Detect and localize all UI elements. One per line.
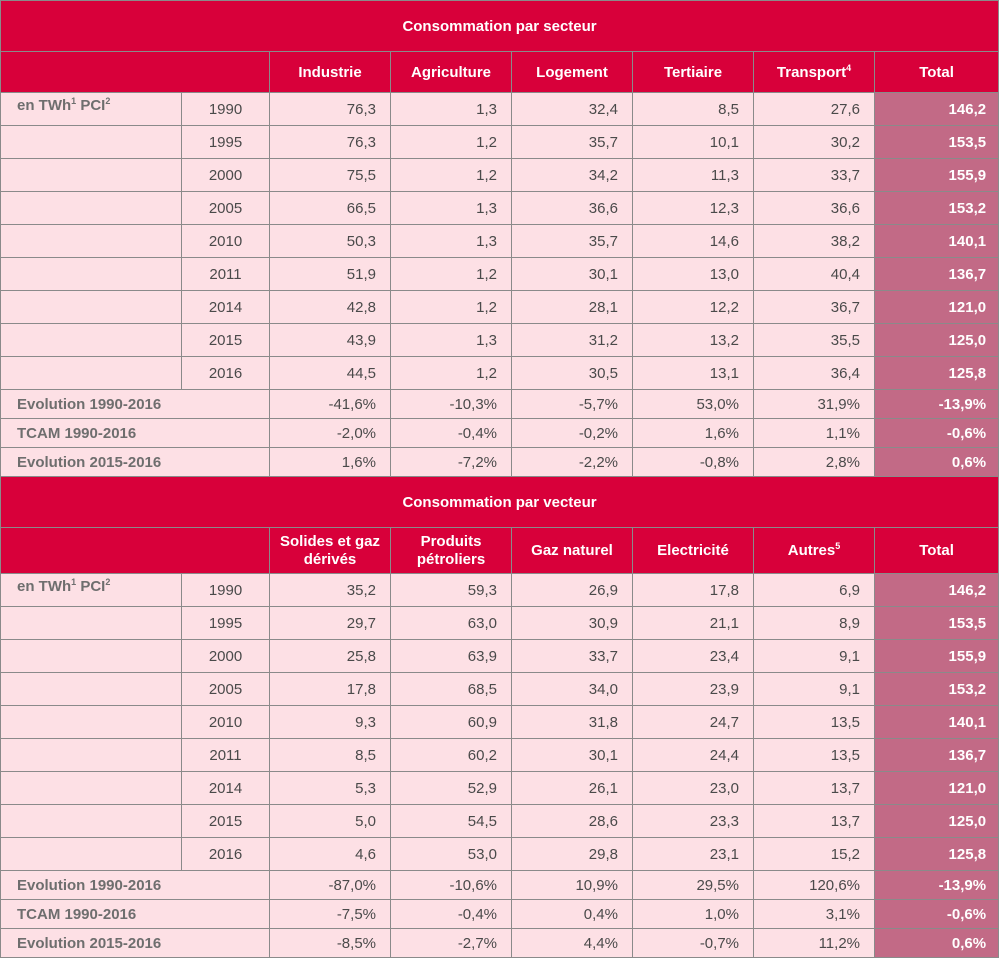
summary-label: TCAM 1990-2016	[1, 900, 270, 929]
value-cell: 13,1	[633, 357, 754, 390]
column-header	[512, 528, 633, 574]
summary-row	[1, 871, 999, 900]
value-cell: 4,6	[270, 838, 391, 871]
total-cell: 121,0	[875, 291, 999, 324]
table-row	[1, 607, 999, 640]
value-cell: -0,8%	[633, 448, 754, 477]
row-label-cell	[1, 706, 182, 739]
value-cell: 3,1%	[754, 900, 875, 929]
value-cell: 11,2%	[754, 929, 875, 958]
total-cell: 146,2	[875, 574, 999, 607]
value-cell: 8,5	[633, 93, 754, 126]
column-header	[270, 52, 391, 93]
total-cell: 136,7	[875, 739, 999, 772]
value-cell: 17,8	[633, 574, 754, 607]
value-cell: 36,6	[754, 192, 875, 225]
column-header	[270, 528, 391, 574]
total-cell: -0,6%	[875, 419, 999, 448]
unit-label: en TWh	[17, 97, 72, 114]
value-cell: -8,5%	[270, 929, 391, 958]
total-cell: 125,8	[875, 357, 999, 390]
value-cell: 4,4%	[512, 929, 633, 958]
row-label-cell	[1, 258, 182, 291]
footnote-marker: 2	[105, 96, 111, 106]
vecteur-section-title: Consommation par vecteur	[1, 477, 999, 528]
value-cell: 9,3	[270, 706, 391, 739]
year-cell: 1990	[182, 574, 270, 607]
table-row	[1, 192, 999, 225]
value-cell: -2,7%	[391, 929, 512, 958]
value-cell: 63,9	[391, 640, 512, 673]
year-cell: 2010	[182, 706, 270, 739]
column-header-label: Total	[919, 63, 954, 81]
table-row	[1, 126, 999, 159]
value-cell: 17,8	[270, 673, 391, 706]
column-header	[875, 528, 999, 574]
footnote-marker: 1	[71, 577, 77, 587]
value-cell: -87,0%	[270, 871, 391, 900]
value-cell: 31,8	[512, 706, 633, 739]
table-row	[1, 739, 999, 772]
table-row	[1, 640, 999, 673]
total-cell: 0,6%	[875, 448, 999, 477]
year-cell: 2014	[182, 772, 270, 805]
value-cell: 25,8	[270, 640, 391, 673]
total-cell: 125,0	[875, 805, 999, 838]
value-cell: 13,5	[754, 706, 875, 739]
year-cell: 2011	[182, 739, 270, 772]
value-cell: 38,2	[754, 225, 875, 258]
summary-row	[1, 929, 999, 958]
value-cell: 52,9	[391, 772, 512, 805]
row-label-cell	[1, 805, 182, 838]
year-cell: 2014	[182, 291, 270, 324]
value-cell: 63,0	[391, 607, 512, 640]
row-label-cell	[1, 93, 182, 126]
footnote-marker: 2	[105, 577, 111, 587]
column-header	[391, 528, 512, 574]
year-cell: 2016	[182, 838, 270, 871]
year-cell: 2005	[182, 673, 270, 706]
value-cell: 23,9	[633, 673, 754, 706]
value-cell: 68,5	[391, 673, 512, 706]
value-cell: 1,2	[391, 258, 512, 291]
row-label-cell	[1, 225, 182, 258]
secteur-section-title: Consommation par secteur	[1, 1, 999, 52]
total-cell: 153,5	[875, 126, 999, 159]
year-cell: 2015	[182, 805, 270, 838]
table-row	[1, 93, 999, 126]
table-row	[1, 772, 999, 805]
table-row	[1, 805, 999, 838]
year-cell: 2016	[182, 357, 270, 390]
total-cell: 153,2	[875, 673, 999, 706]
value-cell: 28,6	[512, 805, 633, 838]
column-header	[633, 52, 754, 93]
value-cell: 29,8	[512, 838, 633, 871]
year-cell: 1990	[182, 93, 270, 126]
row-label-cell	[1, 640, 182, 673]
value-cell: 53,0	[391, 838, 512, 871]
column-header-label: Produits pétroliers	[416, 532, 486, 568]
row-label-cell	[1, 192, 182, 225]
total-cell: 140,1	[875, 225, 999, 258]
total-cell: -13,9%	[875, 871, 999, 900]
column-header	[754, 528, 875, 574]
value-cell: 29,5%	[633, 871, 754, 900]
value-cell: 8,5	[270, 739, 391, 772]
value-cell: 30,9	[512, 607, 633, 640]
value-cell: 10,9%	[512, 871, 633, 900]
value-cell: 60,2	[391, 739, 512, 772]
summary-label: TCAM 1990-2016	[1, 419, 270, 448]
value-cell: 28,1	[512, 291, 633, 324]
value-cell: 24,4	[633, 739, 754, 772]
row-label-cell	[1, 126, 182, 159]
row-label-cell	[1, 607, 182, 640]
value-cell: -2,0%	[270, 419, 391, 448]
value-cell: 66,5	[270, 192, 391, 225]
value-cell: 36,6	[512, 192, 633, 225]
value-cell: 11,3	[633, 159, 754, 192]
row-label-cell	[1, 291, 182, 324]
total-cell: 146,2	[875, 93, 999, 126]
value-cell: 1,3	[391, 324, 512, 357]
value-cell: -0,4%	[391, 419, 512, 448]
row-label-cell	[1, 574, 182, 607]
value-cell: 36,4	[754, 357, 875, 390]
empty-header-cell	[1, 52, 270, 93]
value-cell: 24,7	[633, 706, 754, 739]
value-cell: -10,3%	[391, 390, 512, 419]
value-cell: 35,2	[270, 574, 391, 607]
year-cell: 1995	[182, 607, 270, 640]
table-row	[1, 838, 999, 871]
value-cell: 59,3	[391, 574, 512, 607]
total-cell: 125,0	[875, 324, 999, 357]
table-row	[1, 574, 999, 607]
value-cell: 21,1	[633, 607, 754, 640]
column-header	[512, 52, 633, 93]
value-cell: -5,7%	[512, 390, 633, 419]
value-cell: 13,2	[633, 324, 754, 357]
value-cell: 1,3	[391, 192, 512, 225]
value-cell: 13,0	[633, 258, 754, 291]
table-row	[1, 324, 999, 357]
table-row	[1, 706, 999, 739]
row-label-cell	[1, 357, 182, 390]
empty-header-cell	[1, 528, 270, 574]
year-cell: 2000	[182, 640, 270, 673]
value-cell: 9,1	[754, 640, 875, 673]
value-cell: 31,2	[512, 324, 633, 357]
row-label-cell	[1, 772, 182, 805]
value-cell: 9,1	[754, 673, 875, 706]
value-cell: -0,2%	[512, 419, 633, 448]
column-header-label: Gaz naturel	[531, 541, 613, 559]
value-cell: 8,9	[754, 607, 875, 640]
value-cell: 30,5	[512, 357, 633, 390]
value-cell: 1,2	[391, 291, 512, 324]
column-header-label: Electricité	[657, 541, 729, 559]
value-cell: 32,4	[512, 93, 633, 126]
total-cell: -0,6%	[875, 900, 999, 929]
unit-label: en TWh	[17, 578, 72, 595]
column-header-label: Solides et gaz dérivés	[279, 532, 381, 568]
year-cell: 2010	[182, 225, 270, 258]
value-cell: 60,9	[391, 706, 512, 739]
unit-label-pci: PCI	[76, 97, 106, 114]
secteur-title-row	[1, 1, 999, 52]
value-cell: 40,4	[754, 258, 875, 291]
secteur-header-row	[1, 52, 999, 93]
total-cell: -13,9%	[875, 390, 999, 419]
value-cell: 34,2	[512, 159, 633, 192]
value-cell: 10,1	[633, 126, 754, 159]
value-cell: 76,3	[270, 126, 391, 159]
column-header	[391, 52, 512, 93]
column-header	[875, 52, 999, 93]
column-header-label: Logement	[536, 63, 608, 81]
value-cell: 1,3	[391, 93, 512, 126]
value-cell: 30,1	[512, 258, 633, 291]
value-cell: -2,2%	[512, 448, 633, 477]
year-cell: 2005	[182, 192, 270, 225]
value-cell: -0,7%	[633, 929, 754, 958]
value-cell: 75,5	[270, 159, 391, 192]
value-cell: 34,0	[512, 673, 633, 706]
value-cell: 0,4%	[512, 900, 633, 929]
table-row	[1, 225, 999, 258]
value-cell: 35,7	[512, 126, 633, 159]
value-cell: 35,7	[512, 225, 633, 258]
row-label-cell	[1, 673, 182, 706]
column-header-label: Autres	[787, 541, 836, 559]
column-header-label: Total	[919, 541, 954, 559]
value-cell: 36,7	[754, 291, 875, 324]
value-cell: 1,0%	[633, 900, 754, 929]
value-cell: 5,3	[270, 772, 391, 805]
table-row	[1, 357, 999, 390]
value-cell: 54,5	[391, 805, 512, 838]
vecteur-header-row	[1, 528, 999, 574]
value-cell: 6,9	[754, 574, 875, 607]
summary-label: Evolution 2015-2016	[1, 929, 270, 958]
column-header	[754, 52, 875, 93]
value-cell: 42,8	[270, 291, 391, 324]
value-cell: 30,2	[754, 126, 875, 159]
value-cell: 23,0	[633, 772, 754, 805]
value-cell: 12,2	[633, 291, 754, 324]
total-cell: 153,5	[875, 607, 999, 640]
total-cell: 0,6%	[875, 929, 999, 958]
row-label-cell	[1, 838, 182, 871]
value-cell: 1,3	[391, 225, 512, 258]
table-row	[1, 258, 999, 291]
summary-row	[1, 448, 999, 477]
value-cell: 2,8%	[754, 448, 875, 477]
value-cell: 12,3	[633, 192, 754, 225]
unit-label-pci: PCI	[76, 578, 106, 595]
value-cell: -7,2%	[391, 448, 512, 477]
value-cell: 23,1	[633, 838, 754, 871]
column-header-label: Tertiaire	[663, 63, 723, 81]
value-cell: 35,5	[754, 324, 875, 357]
total-cell: 136,7	[875, 258, 999, 291]
summary-row	[1, 419, 999, 448]
value-cell: 23,3	[633, 805, 754, 838]
footnote-marker: 5	[835, 540, 841, 551]
value-cell: 14,6	[633, 225, 754, 258]
total-cell: 140,1	[875, 706, 999, 739]
value-cell: 30,1	[512, 739, 633, 772]
footnote-marker: 4	[846, 62, 852, 73]
value-cell: -7,5%	[270, 900, 391, 929]
summary-label: Evolution 1990-2016	[1, 871, 270, 900]
value-cell: 13,7	[754, 772, 875, 805]
value-cell: 27,6	[754, 93, 875, 126]
summary-row	[1, 390, 999, 419]
column-header-label: Transport	[776, 63, 847, 81]
total-cell: 125,8	[875, 838, 999, 871]
table-row	[1, 159, 999, 192]
column-header-label: Industrie	[298, 63, 362, 81]
value-cell: 1,6%	[270, 448, 391, 477]
column-header-label: Agriculture	[410, 63, 491, 81]
table-row	[1, 673, 999, 706]
value-cell: 29,7	[270, 607, 391, 640]
value-cell: 1,6%	[633, 419, 754, 448]
row-label-cell	[1, 739, 182, 772]
year-cell: 2000	[182, 159, 270, 192]
value-cell: -10,6%	[391, 871, 512, 900]
year-cell: 1995	[182, 126, 270, 159]
value-cell: 33,7	[754, 159, 875, 192]
value-cell: 51,9	[270, 258, 391, 291]
value-cell: 5,0	[270, 805, 391, 838]
total-cell: 155,9	[875, 159, 999, 192]
value-cell: 120,6%	[754, 871, 875, 900]
value-cell: 26,9	[512, 574, 633, 607]
total-cell: 121,0	[875, 772, 999, 805]
year-cell: 2011	[182, 258, 270, 291]
year-cell: 2015	[182, 324, 270, 357]
value-cell: -41,6%	[270, 390, 391, 419]
vecteur-title-row	[1, 477, 999, 528]
value-cell: -0,4%	[391, 900, 512, 929]
value-cell: 15,2	[754, 838, 875, 871]
value-cell: 50,3	[270, 225, 391, 258]
footnote-marker: 1	[71, 96, 77, 106]
value-cell: 1,2	[391, 357, 512, 390]
value-cell: 76,3	[270, 93, 391, 126]
total-cell: 155,9	[875, 640, 999, 673]
column-header	[633, 528, 754, 574]
summary-label: Evolution 1990-2016	[1, 390, 270, 419]
row-label-cell	[1, 324, 182, 357]
value-cell: 44,5	[270, 357, 391, 390]
table-row	[1, 291, 999, 324]
total-cell: 153,2	[875, 192, 999, 225]
value-cell: 13,5	[754, 739, 875, 772]
value-cell: 1,2	[391, 126, 512, 159]
summary-row	[1, 900, 999, 929]
value-cell: 1,1%	[754, 419, 875, 448]
summary-label: Evolution 2015-2016	[1, 448, 270, 477]
value-cell: 43,9	[270, 324, 391, 357]
value-cell: 33,7	[512, 640, 633, 673]
value-cell: 13,7	[754, 805, 875, 838]
value-cell: 53,0%	[633, 390, 754, 419]
row-label-cell	[1, 159, 182, 192]
value-cell: 23,4	[633, 640, 754, 673]
value-cell: 26,1	[512, 772, 633, 805]
value-cell: 1,2	[391, 159, 512, 192]
value-cell: 31,9%	[754, 390, 875, 419]
